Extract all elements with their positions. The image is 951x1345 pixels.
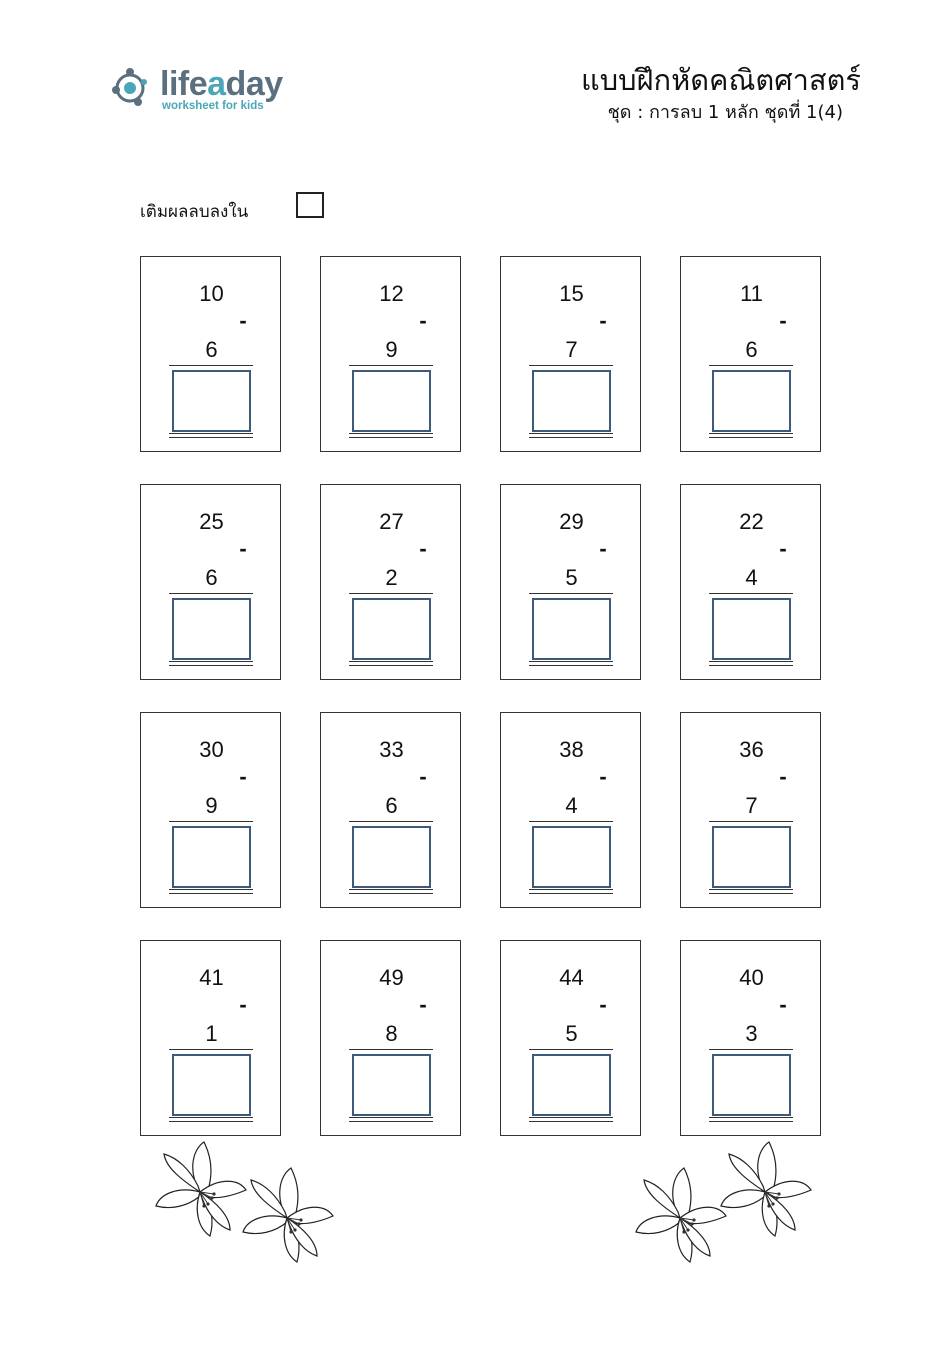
minus-sign: - <box>239 536 247 561</box>
answer-box[interactable] <box>352 598 431 660</box>
problem-card <box>680 712 821 908</box>
answer-box[interactable] <box>712 1054 791 1116</box>
subtrahend: 9 <box>385 337 398 362</box>
problem-card <box>320 940 461 1136</box>
sum-line <box>169 821 253 822</box>
subtrahend: 6 <box>205 565 218 590</box>
answer-box[interactable] <box>172 598 251 660</box>
double-underline <box>709 893 793 894</box>
sum-line <box>529 1049 613 1050</box>
minuend: 25 <box>199 509 224 534</box>
sum-line <box>529 365 613 366</box>
subtrahend: 9 <box>205 793 218 818</box>
minus-sign: - <box>239 764 247 789</box>
problem-card <box>500 712 641 908</box>
double-underline <box>709 661 793 662</box>
problem-card <box>320 712 461 908</box>
double-underline <box>529 1121 613 1122</box>
double-underline <box>529 1117 613 1118</box>
double-underline <box>349 437 433 438</box>
double-underline <box>529 437 613 438</box>
double-underline <box>529 889 613 890</box>
minuend: 38 <box>559 737 584 762</box>
problem-card <box>140 484 281 680</box>
subtrahend: 5 <box>565 1021 578 1046</box>
subtrahend: 5 <box>565 565 578 590</box>
minus-sign: - <box>599 764 607 789</box>
answer-box[interactable] <box>172 1054 251 1116</box>
minus-sign: - <box>239 308 247 333</box>
answer-box[interactable] <box>532 1054 611 1116</box>
double-underline <box>709 437 793 438</box>
double-underline <box>349 1117 433 1118</box>
problem-card <box>140 712 281 908</box>
double-underline <box>169 889 253 890</box>
subtrahend: 7 <box>565 337 578 362</box>
answer-box[interactable] <box>532 598 611 660</box>
answer-box[interactable] <box>532 370 611 432</box>
double-underline <box>349 893 433 894</box>
problem-card <box>500 484 641 680</box>
minuend: 12 <box>379 281 404 306</box>
minuend: 10 <box>199 281 224 306</box>
minus-sign: - <box>419 308 427 333</box>
sum-line <box>709 1049 793 1050</box>
minus-sign: - <box>779 308 787 333</box>
problem-card <box>140 940 281 1136</box>
sum-line <box>529 821 613 822</box>
sum-line <box>349 593 433 594</box>
subtrahend: 2 <box>385 565 398 590</box>
answer-box[interactable] <box>352 370 431 432</box>
problem-card <box>320 256 461 452</box>
double-underline <box>529 893 613 894</box>
brand-tagline: worksheet for kids <box>162 100 264 112</box>
sum-line <box>169 593 253 594</box>
minuend: 29 <box>559 509 584 534</box>
answer-box[interactable] <box>352 826 431 888</box>
page-title: แบบฝึกหัดคณิตศาสตร์ <box>581 63 861 97</box>
answer-box[interactable] <box>172 826 251 888</box>
brand-logo <box>108 60 298 116</box>
double-underline <box>349 1121 433 1122</box>
problem-card <box>680 256 821 452</box>
minuend: 41 <box>199 965 224 990</box>
double-underline <box>169 433 253 434</box>
sum-line <box>349 821 433 822</box>
double-underline <box>169 1117 253 1118</box>
subtrahend: 6 <box>205 337 218 362</box>
subtrahend: 6 <box>385 793 398 818</box>
double-underline <box>529 665 613 666</box>
sum-line <box>349 1049 433 1050</box>
minuend: 11 <box>740 281 763 306</box>
double-underline <box>709 889 793 890</box>
minus-sign: - <box>599 536 607 561</box>
problem-card <box>500 940 641 1136</box>
sum-line <box>169 365 253 366</box>
double-underline <box>169 437 253 438</box>
answer-box[interactable] <box>172 370 251 432</box>
problem-card <box>680 484 821 680</box>
minuend: 33 <box>379 737 404 762</box>
sum-line <box>529 593 613 594</box>
double-underline <box>709 433 793 434</box>
answer-box[interactable] <box>532 826 611 888</box>
minus-sign: - <box>779 992 787 1017</box>
minuend: 49 <box>379 965 404 990</box>
molecule-logo-icon <box>108 62 160 114</box>
minus-sign: - <box>599 992 607 1017</box>
minus-sign: - <box>419 536 427 561</box>
answer-box[interactable] <box>712 598 791 660</box>
instruction-text: เติมผลลบลงใน <box>140 202 249 222</box>
double-underline <box>709 1121 793 1122</box>
double-underline <box>169 661 253 662</box>
subtrahend: 8 <box>385 1021 398 1046</box>
double-underline <box>169 893 253 894</box>
sum-line <box>349 365 433 366</box>
minuend: 30 <box>199 737 224 762</box>
subtrahend: 4 <box>745 565 758 590</box>
minus-sign: - <box>239 992 247 1017</box>
subtrahend: 4 <box>565 793 578 818</box>
subtrahend: 6 <box>745 337 758 362</box>
double-underline <box>709 1117 793 1118</box>
sum-line <box>709 593 793 594</box>
double-underline <box>529 661 613 662</box>
page-subtitle: ชุด : การลบ 1 หลัก ชุดที่ 1(4) <box>607 102 843 123</box>
minus-sign: - <box>419 764 427 789</box>
double-underline <box>529 433 613 434</box>
minuend: 44 <box>559 965 584 990</box>
double-underline <box>169 1121 253 1122</box>
minus-sign: - <box>779 536 787 561</box>
problem-card <box>320 484 461 680</box>
problem-grid <box>140 256 821 1136</box>
minus-sign: - <box>779 764 787 789</box>
minus-sign: - <box>599 308 607 333</box>
answer-box[interactable] <box>352 1054 431 1116</box>
problem-card <box>140 256 281 452</box>
subtrahend: 3 <box>745 1021 758 1046</box>
problem-card <box>680 940 821 1136</box>
double-underline <box>709 665 793 666</box>
problem-card <box>500 256 641 452</box>
double-underline <box>349 661 433 662</box>
minuend: 15 <box>559 281 584 306</box>
sum-line <box>709 365 793 366</box>
answer-box[interactable] <box>712 826 791 888</box>
instruction-sample-box <box>296 192 324 218</box>
subtrahend: 1 <box>205 1021 218 1046</box>
minuend: 27 <box>379 509 404 534</box>
minuend: 40 <box>739 965 764 990</box>
subtrahend: 7 <box>745 793 758 818</box>
minus-sign: - <box>419 992 427 1017</box>
minuend: 22 <box>739 509 764 534</box>
answer-box[interactable] <box>712 370 791 432</box>
sum-line <box>709 821 793 822</box>
double-underline <box>349 665 433 666</box>
sum-line <box>169 1049 253 1050</box>
minuend: 36 <box>739 737 764 762</box>
double-underline <box>349 433 433 434</box>
double-underline <box>169 665 253 666</box>
double-underline <box>349 889 433 890</box>
brand-name: lifeaday <box>160 65 283 103</box>
